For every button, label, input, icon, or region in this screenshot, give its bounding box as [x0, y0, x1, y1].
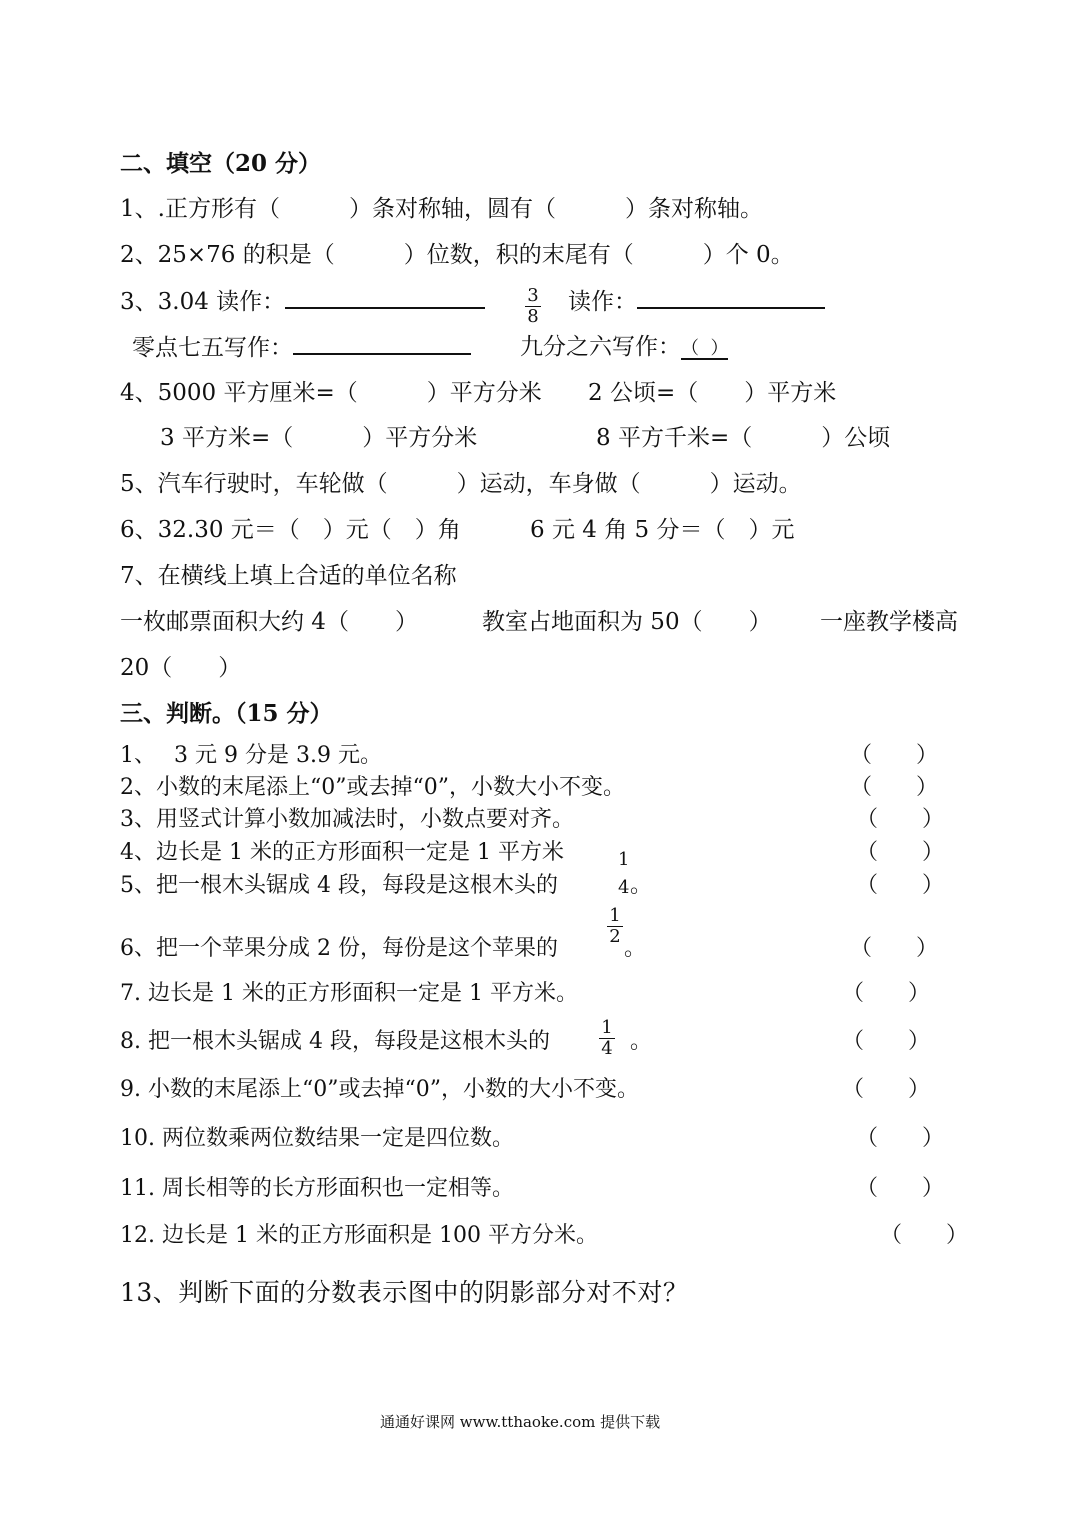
fraction-3-8: $\frac{3}{8}$	[525, 286, 541, 327]
judge-q1: 1、 3 元 9 分是 3.9 元。	[120, 743, 382, 768]
fraction-denominator: 4	[618, 877, 630, 898]
judge-q7-box[interactable]: （ ）	[842, 981, 931, 1006]
answer-blank[interactable]	[293, 333, 471, 355]
judge-q5-tail: 。	[630, 873, 653, 898]
judge-q6: 6、把一个苹果分成 2 份，每份是这个苹果的	[120, 936, 558, 961]
fill-q6-b: 6 元 4 角 5 分＝（ ）元	[530, 517, 795, 543]
judge-q10: 10. 两位数乘两位数结果一定是四位数。	[120, 1126, 514, 1151]
judge-q13: 13、判断下面的分数表示图中的阴影部分对不对？	[120, 1278, 689, 1307]
judge-q9: 9. 小数的末尾添上“0”或去掉“0”，小数的大小不变。	[120, 1077, 639, 1102]
judge-q11: 11. 周长相等的长方形面积也一定相等。	[120, 1176, 514, 1201]
fill-q6-a: 6、32.30 元＝（ ）元（ ）角	[120, 517, 461, 543]
page-footer: 通通好课网 www.tthaoke.com 提供下载	[380, 1413, 661, 1431]
section-3-title: 三、判断。（15 分）	[120, 700, 333, 727]
fill-q7-c: 一座教学楼高	[820, 609, 958, 635]
fraction-1-2: $\frac{1}{2}$	[607, 906, 623, 947]
fill-q3-line2: 零点七五写作：	[132, 333, 471, 362]
section-2-title: 二、填空（20 分）	[120, 150, 322, 177]
answer-blank[interactable]	[285, 287, 485, 309]
fill-q1: 1、.正方形有（ ）条对称轴，圆有（ ）条对称轴。	[120, 196, 763, 222]
fraction-numerator: 1	[618, 849, 630, 870]
judge-q9-box[interactable]: （ ）	[842, 1077, 931, 1102]
judge-q4: 4、边长是 1 米的正方形面积一定是 1 平方米	[120, 840, 564, 865]
judge-q10-box[interactable]: （ ）	[856, 1126, 945, 1151]
fill-q7-a: 一枚邮票面积大约 4（ ）	[120, 609, 418, 635]
judge-q12-box[interactable]: （ ）	[880, 1223, 969, 1248]
judge-q2-box[interactable]: （ ）	[850, 775, 939, 800]
judge-q8-tail: 。	[630, 1029, 653, 1054]
fill-q7: 7、在横线上填上合适的单位名称	[120, 563, 457, 589]
fill-q7-b: 教室占地面积为 50（ ）	[482, 609, 772, 635]
fill-q3-read: 读作：	[568, 287, 825, 316]
fill-q5: 5、汽车行驶时，车轮做（ ）运动，车身做（ ）运动。	[120, 471, 802, 497]
judge-q8: 8. 把一根木头锯成 4 段，每段是这根木头的	[120, 1029, 550, 1054]
fill-q2: 2、25×76 的积是（ ）位数，积的末尾有（ ）个 0。	[120, 242, 794, 268]
fill-q4-b: 2 公顷=（ ）平方米	[588, 380, 837, 406]
judge-q4-box[interactable]: （ ）	[856, 840, 945, 865]
fraction-1-4: $\frac{1}{4}$	[599, 1018, 615, 1059]
judge-q12: 12. 边长是 1 米的正方形面积是 100 平方分米。	[120, 1223, 598, 1248]
judge-q11-box[interactable]: （ ）	[856, 1176, 945, 1201]
judge-q5: 5、把一根木头锯成 4 段，每段是这根木头的	[120, 873, 558, 898]
judge-q2: 2、小数的末尾添上“0”或去掉“0”，小数大小不变。	[120, 775, 625, 800]
fill-q4-a: 4、5000 平方厘米=（ ）平方分米	[120, 380, 542, 406]
fill-q4-d: 8 平方千米=（ ）公顷	[596, 425, 891, 451]
judge-q3-box[interactable]: （ ）	[856, 807, 945, 832]
answer-box[interactable]: （ ）	[681, 338, 729, 359]
fill-q3-write: 九分之六写作：（ ）	[520, 334, 729, 360]
judge-q3: 3、用竖式计算小数加减法时，小数点要对齐。	[120, 807, 574, 832]
judge-q7: 7. 边长是 1 米的正方形面积一定是 1 平方米。	[120, 981, 578, 1006]
fill-q4-c: 3 平方米=（ ）平方分米	[160, 425, 478, 451]
fill-q7-d: 20（ ）	[120, 655, 242, 681]
judge-q8-box[interactable]: （ ）	[842, 1029, 931, 1054]
judge-q5-box[interactable]: （ ）	[856, 873, 945, 898]
fill-q3-line1: 3、3.04 读作：	[120, 287, 485, 316]
judge-q6-box[interactable]: （ ）	[850, 936, 939, 961]
answer-blank[interactable]	[637, 287, 825, 309]
judge-q1-box[interactable]: （ ）	[850, 743, 939, 768]
judge-q6-tail: 。	[624, 936, 647, 961]
